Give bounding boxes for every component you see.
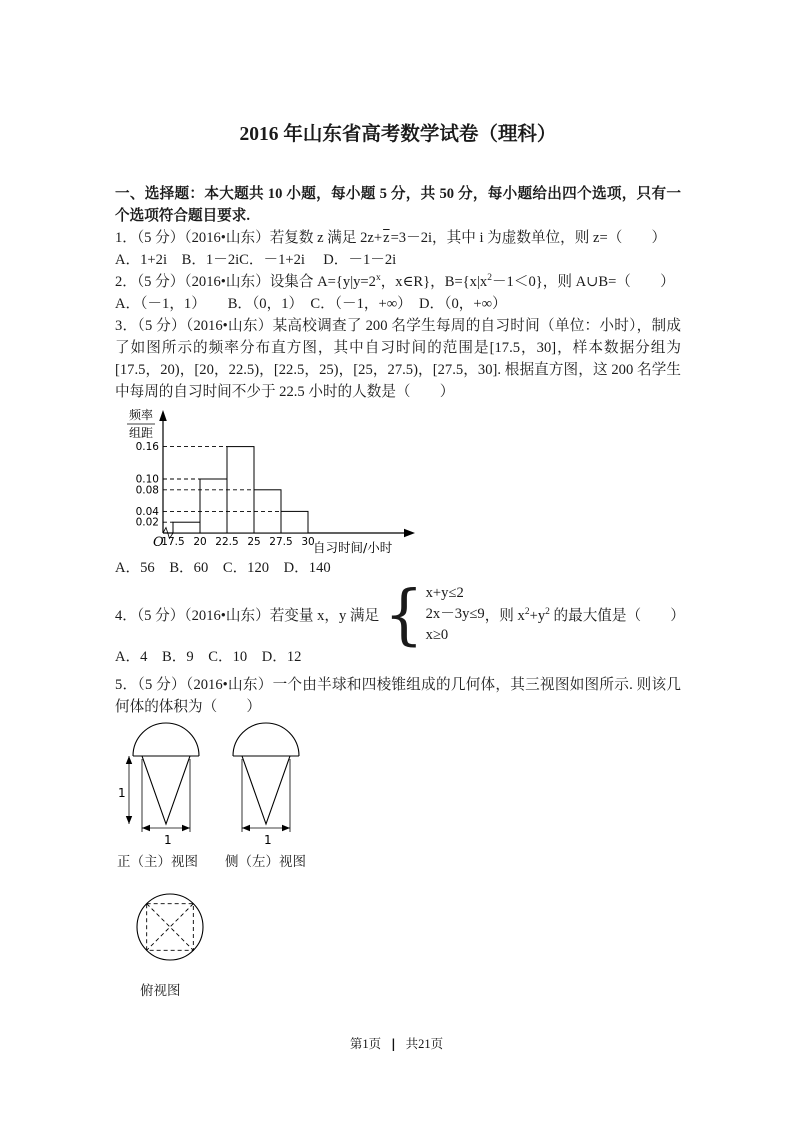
histogram-svg — [115, 405, 475, 557]
question-4-stem — [115, 575, 685, 653]
dim-arrow-right-icon — [282, 825, 290, 831]
x-axis-arrow-icon — [404, 529, 415, 537]
y-axis-arrow-icon — [159, 410, 167, 421]
hemisphere-outline — [133, 723, 199, 756]
pyramid-outline — [142, 756, 190, 824]
x-tick-label: 17.5 — [161, 536, 185, 548]
q4-mid2: +y — [529, 608, 546, 624]
front-view-caption: 正（主）视图 — [117, 854, 198, 869]
exam-title: 2016 年山东省高考数学试卷（理科） — [239, 124, 557, 145]
y-tick-label: 0.04 — [135, 505, 159, 518]
x-tick-label: 20 — [193, 536, 207, 548]
q2-seg2: ，x∈R}，B={x|x — [380, 274, 488, 290]
q1-text-pre: 1．（5 分）（2016•山东）若复数 z 满足 2z+ — [115, 230, 383, 246]
top-view-caption: 俯视图 — [140, 983, 181, 998]
section-heading: 一、选择题：本大题共 10 小题，每小题 5 分，共 50 分，每小题给出四个选项，只有一个选项符合题目要求. — [115, 186, 681, 224]
current-page-label: 第1页 — [349, 1037, 382, 1051]
footer-separator: | — [391, 1036, 396, 1051]
top-view-svg — [115, 881, 235, 977]
side-view — [233, 723, 299, 847]
q1-z-conjugate: $\overline{z}$ — [383, 230, 390, 246]
x-tick-label: 27.5 — [269, 536, 293, 548]
inequality-3: x≥0 — [425, 627, 449, 643]
pyramid-outline — [242, 756, 290, 824]
total-pages-label: 共21页 — [405, 1037, 444, 1051]
question-3-stem: 3．（5 分）（2016•山东）某高校调查了 200 名学生每周的自习时间（单位：小时），制成了如图所示的频率分布直方图，其中自习时间的范围是[17.5，30]，样本数据分组为[17.5，20)，[20，22.5)，[22.5，25)，[25，27.5)，[27.5，30]. 根据直方图，这 200 名学生中每周的自习时间不少于 22.5 小时的人数是（ ） — [115, 318, 681, 400]
front-view — [118, 723, 199, 847]
x-tick-label: 25 — [247, 536, 261, 548]
side-view-caption: 侧（左）视图 — [225, 854, 306, 869]
q2-seg3: －1＜0}，则 A∪B=（ ） — [491, 274, 675, 290]
y-tick-label: 0.02 — [135, 516, 159, 529]
x-axis-label: 自习时间/小时 — [313, 540, 393, 555]
front-side-views-svg — [115, 720, 325, 850]
q4-mid1: ，则 x — [484, 608, 525, 624]
inequality-system — [426, 583, 485, 646]
question-2-stem — [115, 271, 681, 293]
histogram-bar-0 — [173, 522, 200, 533]
q4-exponent-y2: 2 — [545, 607, 550, 618]
view-captions — [115, 853, 681, 871]
dim-arrow-up-icon — [126, 756, 132, 764]
top-view-figure — [115, 881, 681, 999]
hemisphere-outline — [233, 723, 299, 756]
question-3-options: A．56 B．60 C．120 D．140 — [115, 560, 331, 576]
y-axis-label-numerator: 频率 — [128, 408, 154, 422]
page-footer — [0, 1034, 793, 1052]
inequality-1: x+y≤2 — [425, 585, 464, 601]
x-tick-label: 22.5 — [215, 536, 239, 548]
question-1-stem — [115, 227, 681, 249]
q4-text-post — [485, 604, 685, 625]
front-width-dim-label: 1 — [164, 833, 172, 847]
q2-exponent-x: x — [375, 273, 381, 284]
histogram-bar-4 — [281, 511, 308, 533]
front-height-dim-label: 1 — [118, 786, 126, 800]
question-4-options: A．4 B．9 C．10 D．12 — [115, 649, 302, 665]
q4-text-pre: 4．（5 分）（2016•山东）若变量 x，y 满足 — [115, 608, 380, 624]
y-axis-label-denominator: 组距 — [128, 426, 154, 440]
histogram-bar-1 — [200, 479, 227, 533]
y-tick-label: 0.16 — [135, 441, 159, 454]
dim-arrow-left-icon — [142, 825, 150, 831]
frequency-histogram-figure — [115, 405, 681, 557]
three-views-figure — [115, 720, 681, 999]
q2-exponent-2: 2 — [487, 273, 492, 284]
inequality-2: 2x－3y≤9 — [425, 606, 485, 622]
question-2-options: A．（－1，1） B．（0，1） C．（－1，+∞） D．（0，+∞） — [115, 296, 507, 312]
dim-arrow-down-icon — [126, 816, 132, 824]
q4-post: 的最大值是（ ） — [549, 608, 685, 624]
y-tick-label: 0.10 — [135, 473, 159, 486]
question-5-stem: 5．（5 分）（2016•山东）一个由半球和四棱锥组成的几何体，其三视图如图所示. 则该几何体的体积为（ ） — [115, 677, 681, 715]
q1-text-post: =3－2i，其中 i 为虚数单位，则 z=（ ） — [390, 230, 667, 246]
q2-seg1: 2．（5 分）（2016•山东）设集合 A={y|y=2 — [115, 274, 376, 290]
question-1-options: A．1+2i B．1－2iC．－1+2i D．－1－2i — [115, 252, 397, 268]
dim-arrow-left-icon — [242, 825, 250, 831]
origin-label: O — [153, 535, 164, 550]
side-width-dim-label: 1 — [264, 833, 272, 847]
y-tick-label: 0.08 — [135, 484, 159, 497]
x-tick-label: 30 — [301, 536, 315, 548]
page-content — [115, 0, 685, 999]
system-brace: { — [384, 575, 424, 653]
dim-arrow-right-icon — [182, 825, 190, 831]
q4-exponent-x2: 2 — [524, 607, 530, 618]
